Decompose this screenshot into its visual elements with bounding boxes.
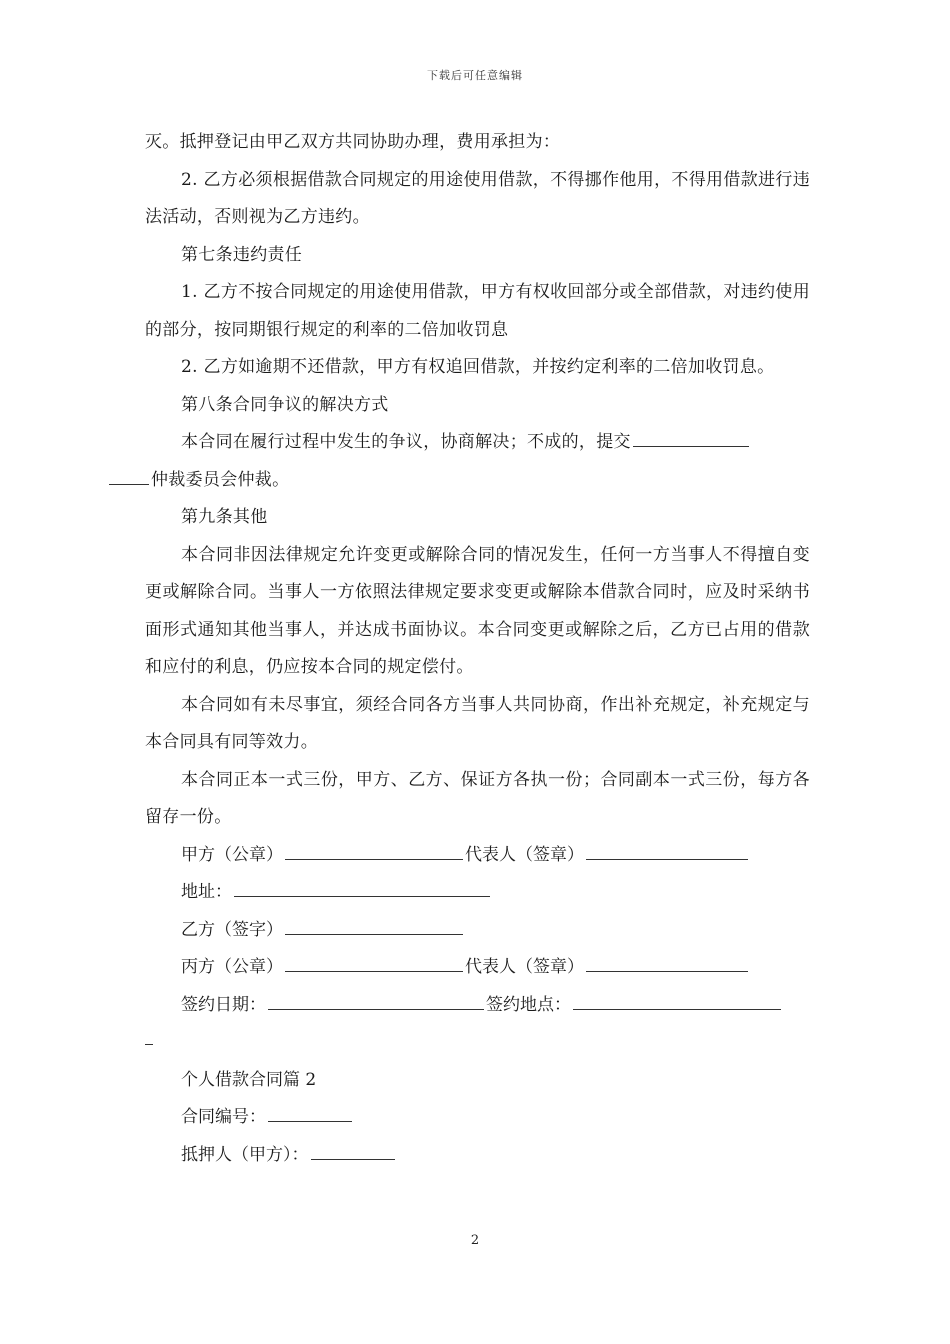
article-9-heading: 第九条其他 <box>181 507 268 527</box>
signature-row-date-place <box>145 987 810 1025</box>
trailing-blank-line <box>145 1024 810 1062</box>
blank-line <box>586 839 748 860</box>
blank-line <box>285 914 463 935</box>
paragraph: 本合同非因法律规定允许变更或解除合同的情况发生，任何一方当事人不得擅自变更或解除合同。当事人一方依照法律规定要求变更或解除本借款合同时，应及时采纳书面形式通知其他当事人，并达成书面协议。本合同变更或解除之后，乙方已占用的借款和应付的利息，仍应按本合同的规定偿付。 <box>145 544 810 677</box>
address-label: 地址： <box>181 882 232 902</box>
contract-number-label: 合同编号： <box>181 1107 266 1127</box>
paragraph: 本合同正本一式三份，甲方、乙方、保证方各执一份；合同副本一式三份，每方各留存一份。 <box>145 769 810 827</box>
paragraph-text: 本合同在履行过程中发生的争议，协商解决；不成的，提交 <box>181 432 631 452</box>
rep-a-label: 代表人（签章） <box>465 844 584 865</box>
article-8-heading: 第八条合同争议的解决方式 <box>181 394 389 415</box>
mortgagor-row <box>145 1137 810 1175</box>
blank-line <box>586 951 748 972</box>
party-a-label: 甲方（公章） <box>181 844 283 865</box>
blank-line <box>145 1044 153 1045</box>
signature-row-party-c <box>145 949 810 987</box>
party-c-label: 丙方（公章） <box>181 957 283 977</box>
rep-c-label: 代表人（签章） <box>465 957 584 977</box>
section-2-title: 个人借款合同篇 2 <box>181 1069 317 1090</box>
blank-line <box>311 1139 395 1160</box>
blank-line <box>268 989 484 1010</box>
date-label: 签约日期： <box>181 994 266 1015</box>
paragraph: 1. 乙方不按合同规定的用途使用借款，甲方有权收回部分或全部借款，对违约使用的部分，按同期银行规定的利率的二倍加收罚息 <box>145 282 810 340</box>
mortgagor-label: 抵押人（甲方）： <box>181 1144 309 1165</box>
blank-line <box>285 839 463 860</box>
paragraph-text: 仲裁委员会仲裁。 <box>151 469 290 490</box>
paragraph: 2. 乙方如逾期不还借款，甲方有权追回借款，并按约定利率的二倍加收罚息。 <box>181 357 775 377</box>
paragraph: 灭。抵押登记由甲乙双方共同协助办理，费用承担为： <box>145 132 561 152</box>
party-b-label: 乙方（签字） <box>181 919 283 940</box>
page-header-note: 下载后可任意编辑 <box>427 69 523 82</box>
blank-line <box>285 951 463 972</box>
blank-line <box>234 876 490 897</box>
paragraph <box>145 424 810 499</box>
article-7-heading: 第七条违约责任 <box>181 244 303 265</box>
contract-number-row <box>145 1099 810 1137</box>
place-label: 签约地点： <box>486 994 571 1015</box>
signature-row-party-a <box>145 837 810 875</box>
paragraph: 2. 乙方必须根据借款合同规定的用途使用借款，不得挪作他用，不得用借款进行违法活动，否则视为乙方违约。 <box>145 169 810 227</box>
page-number: 2 <box>470 1233 480 1248</box>
signature-row-party-b <box>145 912 810 950</box>
signature-row-address <box>145 874 810 912</box>
blank-line <box>633 426 749 447</box>
document-body <box>145 124 810 1174</box>
blank-line <box>268 1101 352 1122</box>
blank-line <box>109 464 149 485</box>
blank-line <box>573 989 781 1010</box>
paragraph: 本合同如有未尽事宜，须经合同各方当事人共同协商，作出补充规定，补充规定与本合同具有同等效力。 <box>145 694 810 752</box>
